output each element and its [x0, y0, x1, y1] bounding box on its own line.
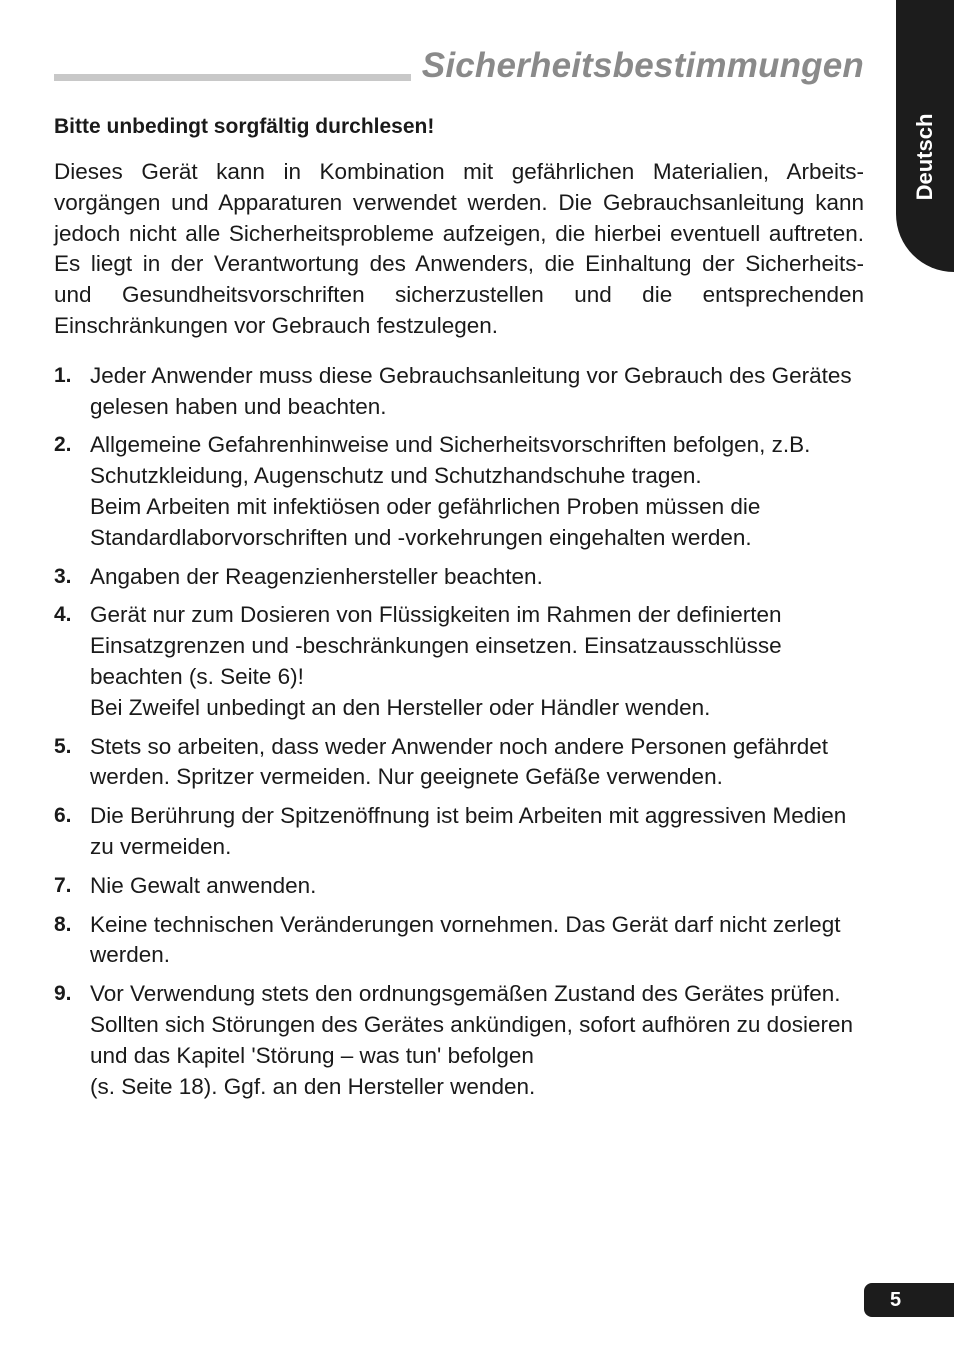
list-item-number: 4.	[54, 603, 72, 627]
list-item-text	[90, 801, 864, 863]
list-item-number: 2.	[54, 433, 72, 457]
list-item-line: Allgemeine Gefahrenhinweise und Sicherheitsvorschriften befolgen, z.B. Schutzkleidung, Augenschutz und Schutzhandschuhe tragen.	[90, 432, 811, 489]
intro-paragraph: Dieses Gerät kann in Kombination mit gefährlichen Materialien, Arbeitsvorgängen und Apparaturen verwendet werden. Die Gebrauchsanleitung kann jedoch nicht alle Sicherheitsprobleme aufzeigen, die hierbei eventuell auftreten. Es liegt in der Verantwortung des Anwenders, die Einhaltung der Sicherheits- und Gesundheitsvorschriften sicherzustellen und die entsprechenden Einschränkungen vor Gebrauch festzulegen.	[54, 159, 864, 338]
list-item-line: Jeder Anwender muss diese Gebrauchsanleitung vor Gebrauch des Gerätes gelesen haben und beachten.	[90, 362, 852, 419]
list-item-line: Angaben der Reagenzienhersteller beachten.	[90, 563, 543, 589]
header-rule	[54, 74, 411, 81]
list-item-number: 1.	[54, 363, 72, 387]
list-item-number: 6.	[54, 804, 72, 828]
list-item-text	[90, 871, 864, 902]
list-item-line: Gerät nur zum Dosieren von Flüssigkeiten im Rahmen der definierten Einsatzgrenzen und -beschränkungen einsetzen. Einsatzausschlüsse beachten (s. Seite 6)!	[90, 602, 782, 689]
list-item-number: 3.	[54, 564, 72, 588]
list-item	[54, 430, 864, 553]
list-item	[54, 801, 864, 863]
list-item	[54, 732, 864, 794]
list-item-line: Die Berührung der Spitzenöffnung ist beim Arbeiten mit aggressiven Medien zu vermeiden.	[90, 803, 847, 859]
list-item	[54, 600, 864, 723]
list-item-line: (s. Seite 18). Ggf. an den Hersteller wenden.	[90, 1073, 536, 1099]
list-item-text	[90, 361, 864, 423]
list-item	[54, 361, 864, 423]
list-item-line: Bei Zweifel unbedingt an den Hersteller oder Händler wenden.	[90, 694, 711, 720]
list-item-line: Beim Arbeiten mit infektiösen oder gefährlichen Proben müssen die Standardlaborvorschriften und -vorkehrungen eingehalten werden.	[90, 493, 761, 550]
list-item-text	[90, 732, 864, 794]
list-item-number: 8.	[54, 912, 72, 936]
list-item-text	[90, 979, 864, 1102]
list-item-line: Keine technischen Veränderungen vornehmen. Das Gerät darf nicht zerlegt werden.	[90, 911, 841, 968]
section-subtitle: Bitte unbedingt sorgfältig durchlesen!	[54, 115, 435, 138]
page-title: Sicherheitsbestimmungen	[421, 46, 864, 85]
list-item-text	[90, 600, 864, 723]
main-content	[54, 112, 864, 1110]
list-item	[54, 871, 864, 902]
list-item-number: 5.	[54, 734, 72, 758]
list-item-line: Stets so arbeiten, dass weder Anwender noch andere Personen gefährdet werden. Spritzer vermeiden. Nur geeignete Gefäße verwenden.	[90, 733, 828, 790]
list-item-number: 9.	[54, 982, 72, 1006]
list-item-line: Vor Verwendung stets den ordnungsgemäßen Zustand des Gerätes prüfen. Sollten sich Störungen des Gerätes ankündigen, sofort aufhören zu dosieren und das Kapitel 'Störung – was tun' befolgen	[90, 981, 853, 1068]
language-tab-label: Deutsch	[912, 113, 937, 201]
list-item-text	[90, 562, 864, 593]
list-item	[54, 562, 864, 593]
list-item	[54, 979, 864, 1102]
list-item-number: 7.	[54, 873, 72, 897]
language-tab	[896, 0, 954, 272]
list-item-line: Nie Gewalt anwenden.	[90, 872, 317, 898]
list-item-text	[90, 910, 864, 972]
list-item-text	[90, 430, 864, 553]
list-item	[54, 910, 864, 972]
page-number: 5	[864, 1283, 954, 1317]
safety-rules-list	[54, 361, 864, 1103]
